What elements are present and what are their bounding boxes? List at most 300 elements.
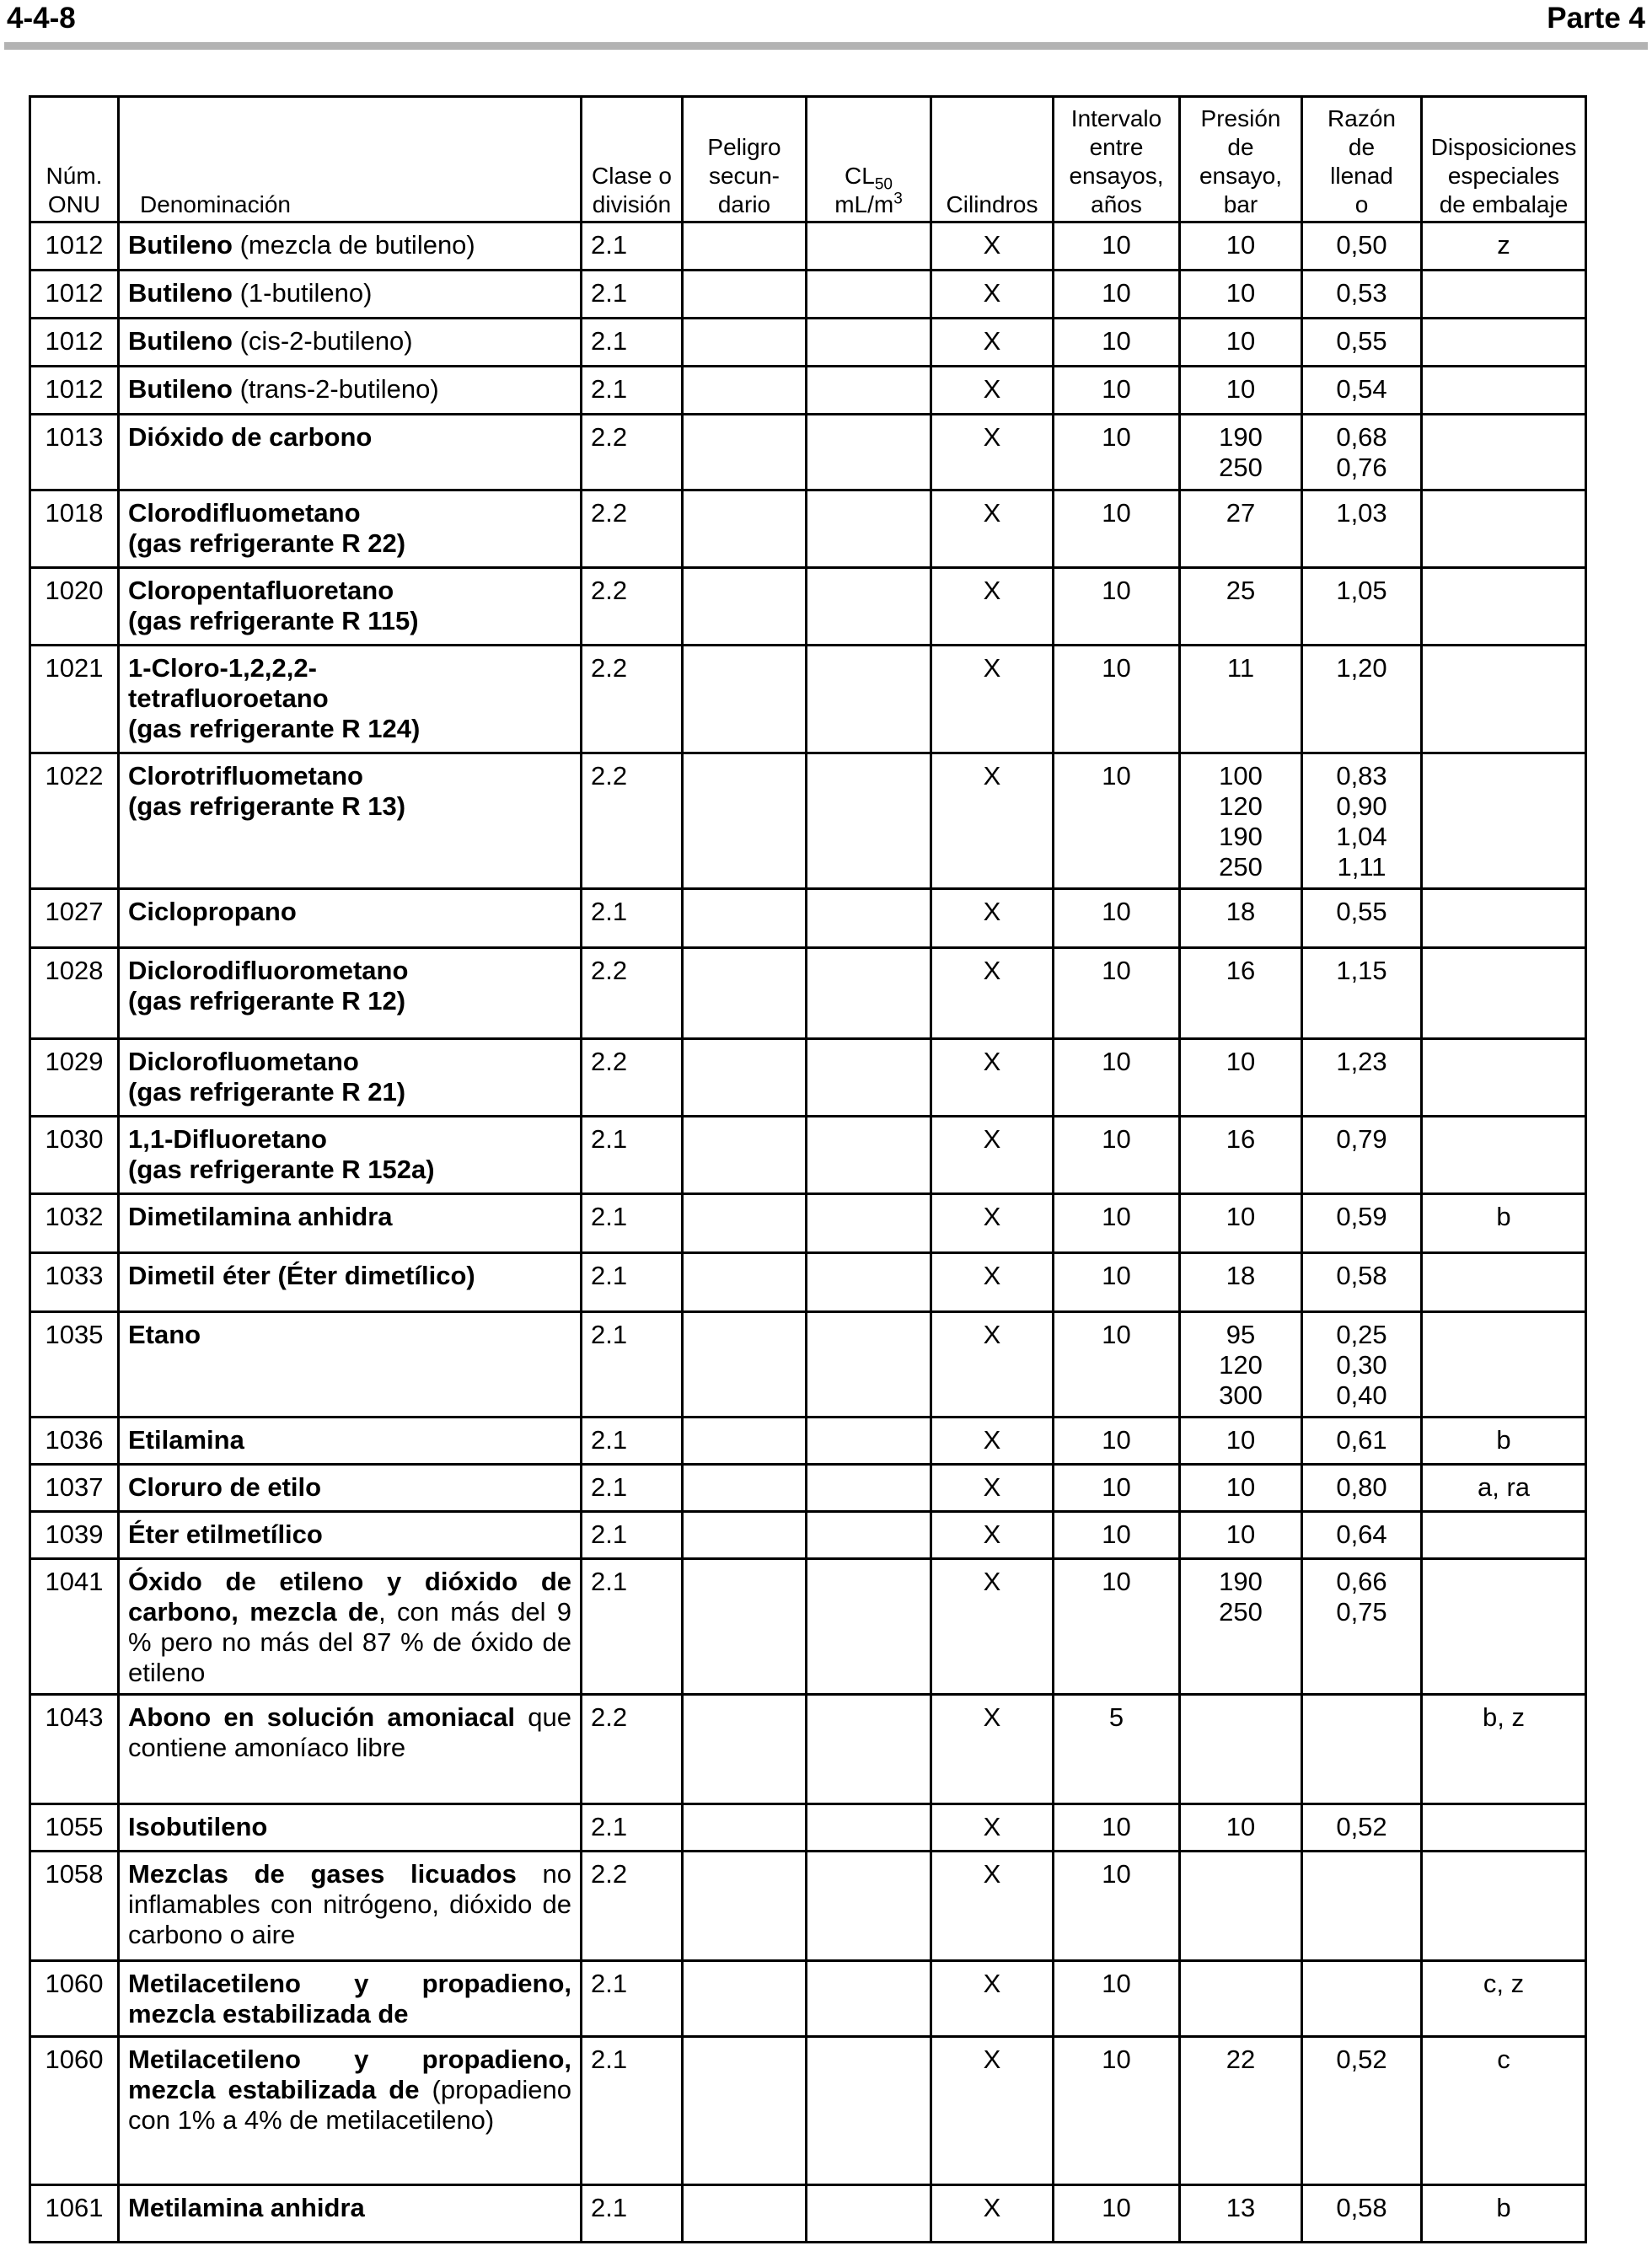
- table-row: [30, 490, 1586, 568]
- cell-lc50: [807, 753, 931, 889]
- cell-class: 2.1: [582, 271, 683, 319]
- substance-name: Butileno: [128, 326, 233, 356]
- cell-test-pressure: 10: [1180, 1465, 1302, 1512]
- cell-test-period: 10: [1054, 1804, 1180, 1852]
- cell-special-provisions: [1422, 1804, 1586, 1852]
- cell-special-provisions: [1422, 1512, 1586, 1559]
- cell-test-period: 10: [1054, 1559, 1180, 1695]
- cell-test-period: 10: [1054, 1194, 1180, 1253]
- cell-test-pressure: 10: [1180, 1512, 1302, 1559]
- cell-name: [119, 889, 582, 948]
- header-row: [30, 97, 1586, 222]
- cell-un-number: 1033: [30, 1253, 119, 1312]
- cell-filling-ratio: 0,52: [1302, 1804, 1422, 1852]
- cell-un-number: 1012: [30, 271, 119, 319]
- cell-subsidiary-hazard: [683, 889, 807, 948]
- cell-cylinders: X: [931, 2037, 1054, 2185]
- col-header-filling-ratio: Razón de llenad o: [1302, 97, 1422, 222]
- cell-name: [119, 490, 582, 568]
- cell-lc50: [807, 1253, 931, 1312]
- cell-name: [119, 1852, 582, 1961]
- cell-cylinders: X: [931, 753, 1054, 889]
- substance-qualifier: , con más del 9 % pero no más del 87 % de óxido de etileno: [128, 1597, 571, 1687]
- cell-cylinders: X: [931, 1194, 1054, 1253]
- col-header-un-number: Núm. ONU: [30, 97, 119, 222]
- cell-special-provisions: [1422, 1559, 1586, 1695]
- cell-cylinders: X: [931, 889, 1054, 948]
- cell-cylinders: X: [931, 948, 1054, 1039]
- cell-lc50: [807, 1194, 931, 1253]
- cell-test-period: 10: [1054, 948, 1180, 1039]
- cell-test-pressure: 190 250: [1180, 415, 1302, 490]
- cell-filling-ratio: 0,58: [1302, 2185, 1422, 2243]
- cell-class: 2.1: [582, 1961, 683, 2037]
- cell-test-pressure: 190 250: [1180, 1559, 1302, 1695]
- cell-cylinders: X: [931, 367, 1054, 415]
- cell-class: 2.1: [582, 1512, 683, 1559]
- cell-test-period: 10: [1054, 1961, 1180, 2037]
- cell-test-pressure: 100 120 190 250: [1180, 753, 1302, 889]
- cell-lc50: [807, 1852, 931, 1961]
- cell-name: [119, 1194, 582, 1253]
- cell-name: [119, 646, 582, 753]
- cell-class: 2.1: [582, 1559, 683, 1695]
- cell-filling-ratio: 0,79: [1302, 1117, 1422, 1194]
- cell-subsidiary-hazard: [683, 1852, 807, 1961]
- cell-class: 2.1: [582, 1465, 683, 1512]
- substance-name: Diclorofluometano (gas refrigerante R 21): [128, 1047, 406, 1107]
- cell-test-pressure: 16: [1180, 948, 1302, 1039]
- cell-name: [119, 1465, 582, 1512]
- col-header-special-provisions: Disposiciones especiales de embalaje: [1422, 97, 1586, 222]
- cell-cylinders: X: [931, 222, 1054, 271]
- col-header-test-period: Intervalo entre ensayos, años: [1054, 97, 1180, 222]
- substance-name: 1-Cloro-1,2,2,2- tetrafluoroetano (gas refrigerante R 124): [128, 653, 421, 743]
- cell-class: 2.1: [582, 1804, 683, 1852]
- cell-filling-ratio: 0,53: [1302, 271, 1422, 319]
- cell-subsidiary-hazard: [683, 1961, 807, 2037]
- cell-filling-ratio: 0,58: [1302, 1253, 1422, 1312]
- cell-class: 2.2: [582, 490, 683, 568]
- col-header-cylinders: Cilindros: [931, 97, 1054, 222]
- cell-special-provisions: z: [1422, 222, 1586, 271]
- substance-name: Óxido de etileno y dióxido de carbono, mezcla de: [128, 1567, 571, 1627]
- cell-subsidiary-hazard: [683, 1512, 807, 1559]
- cell-subsidiary-hazard: [683, 1194, 807, 1253]
- cell-test-pressure: 95 120 300: [1180, 1312, 1302, 1418]
- table-row: [30, 2185, 1586, 2243]
- cell-class: 2.1: [582, 222, 683, 271]
- cell-cylinders: X: [931, 1852, 1054, 1961]
- cell-cylinders: X: [931, 415, 1054, 490]
- cell-test-period: 10: [1054, 490, 1180, 568]
- cell-special-provisions: [1422, 1117, 1586, 1194]
- cell-test-period: 5: [1054, 1695, 1180, 1804]
- cell-lc50: [807, 1695, 931, 1804]
- cell-un-number: 1061: [30, 2185, 119, 2243]
- cell-subsidiary-hazard: [683, 568, 807, 646]
- col-header-name: Denominación: [119, 97, 582, 222]
- table-row: [30, 2037, 1586, 2185]
- cell-test-period: 10: [1054, 1418, 1180, 1465]
- cell-un-number: 1012: [30, 222, 119, 271]
- cell-name: [119, 271, 582, 319]
- cell-test-period: 10: [1054, 753, 1180, 889]
- substance-name: Mezclas de gases licuados: [128, 1859, 517, 1889]
- substance-qualifier: (cis-2-butileno): [233, 326, 413, 356]
- cell-lc50: [807, 948, 931, 1039]
- cell-subsidiary-hazard: [683, 1253, 807, 1312]
- cell-class: 2.1: [582, 1117, 683, 1194]
- cell-test-period: 10: [1054, 1512, 1180, 1559]
- cell-filling-ratio: 0,55: [1302, 319, 1422, 367]
- cell-name: [119, 367, 582, 415]
- cell-special-provisions: [1422, 367, 1586, 415]
- cell-subsidiary-hazard: [683, 646, 807, 753]
- cell-name: [119, 1039, 582, 1117]
- cell-cylinders: X: [931, 646, 1054, 753]
- substance-name: Etano: [128, 1320, 201, 1349]
- lc50-unit: mL/m: [834, 191, 894, 217]
- cell-cylinders: X: [931, 1961, 1054, 2037]
- table-row: [30, 1312, 1586, 1418]
- cell-filling-ratio: 0,50: [1302, 222, 1422, 271]
- substance-name: Metilamina anhidra: [128, 2193, 365, 2222]
- cell-class: 2.2: [582, 415, 683, 490]
- cell-name: [119, 948, 582, 1039]
- cell-un-number: 1012: [30, 367, 119, 415]
- dangerous-goods-table: [29, 95, 1587, 2243]
- cell-test-period: 10: [1054, 889, 1180, 948]
- cell-filling-ratio: 0,55: [1302, 889, 1422, 948]
- cell-lc50: [807, 646, 931, 753]
- table-row: [30, 319, 1586, 367]
- cell-subsidiary-hazard: [683, 1559, 807, 1695]
- cell-filling-ratio: 1,05: [1302, 568, 1422, 646]
- cell-test-pressure: 11: [1180, 646, 1302, 753]
- cell-lc50: [807, 490, 931, 568]
- cell-lc50: [807, 1961, 931, 2037]
- cell-filling-ratio: 0,66 0,75: [1302, 1559, 1422, 1695]
- cell-cylinders: X: [931, 568, 1054, 646]
- cell-lc50: [807, 2185, 931, 2243]
- cell-test-period: 10: [1054, 1465, 1180, 1512]
- cell-test-pressure: 10: [1180, 271, 1302, 319]
- cell-name: [119, 415, 582, 490]
- table-row: [30, 889, 1586, 948]
- cell-subsidiary-hazard: [683, 222, 807, 271]
- cell-un-number: 1020: [30, 568, 119, 646]
- cell-lc50: [807, 1465, 931, 1512]
- substance-qualifier: que contiene amoníaco libre: [128, 1702, 571, 1762]
- cell-subsidiary-hazard: [683, 2037, 807, 2185]
- substance-name: Isobutileno: [128, 1812, 268, 1841]
- substance-name: Metilacetileno y propadieno, mezcla estabilizada de: [128, 2045, 571, 2104]
- table-row: [30, 1804, 1586, 1852]
- table-row: [30, 271, 1586, 319]
- cell-test-pressure: 16: [1180, 1117, 1302, 1194]
- cell-un-number: 1018: [30, 490, 119, 568]
- cell-un-number: 1012: [30, 319, 119, 367]
- cell-test-pressure: [1180, 1695, 1302, 1804]
- cell-filling-ratio: 0,61: [1302, 1418, 1422, 1465]
- cell-special-provisions: b: [1422, 2185, 1586, 2243]
- cell-name: [119, 1418, 582, 1465]
- cell-class: 2.1: [582, 319, 683, 367]
- table-row: [30, 1039, 1586, 1117]
- cell-class: 2.2: [582, 1852, 683, 1961]
- cell-special-provisions: [1422, 1852, 1586, 1961]
- substance-name: Cloropentafluoretano (gas refrigerante R 115): [128, 576, 419, 635]
- cell-cylinders: X: [931, 1559, 1054, 1695]
- table-row: [30, 1512, 1586, 1559]
- cell-special-provisions: [1422, 889, 1586, 948]
- table-row: [30, 1465, 1586, 1512]
- table-row: [30, 1852, 1586, 1961]
- cell-special-provisions: [1422, 646, 1586, 753]
- cell-filling-ratio: [1302, 1961, 1422, 2037]
- cell-special-provisions: [1422, 415, 1586, 490]
- table-row: [30, 1418, 1586, 1465]
- cell-test-pressure: 13: [1180, 2185, 1302, 2243]
- cell-test-period: 10: [1054, 1117, 1180, 1194]
- cell-cylinders: X: [931, 1512, 1054, 1559]
- substance-qualifier: no inflamables con nitrógeno, dióxido de carbono o aire: [128, 1859, 571, 1949]
- cell-un-number: 1055: [30, 1804, 119, 1852]
- cell-un-number: 1022: [30, 753, 119, 889]
- col-header-subsidiary-hazard: Peligro secun- dario: [683, 97, 807, 222]
- cell-special-provisions: [1422, 753, 1586, 889]
- table-row: [30, 1253, 1586, 1312]
- cell-un-number: 1013: [30, 415, 119, 490]
- cell-test-pressure: 25: [1180, 568, 1302, 646]
- cell-lc50: [807, 319, 931, 367]
- cell-un-number: 1035: [30, 1312, 119, 1418]
- substance-name: Dimetil éter (Éter dimetílico): [128, 1261, 475, 1290]
- table-row: [30, 1194, 1586, 1253]
- cell-subsidiary-hazard: [683, 1465, 807, 1512]
- cell-name: [119, 1961, 582, 2037]
- cell-name: [119, 753, 582, 889]
- cell-filling-ratio: 0,59: [1302, 1194, 1422, 1253]
- cell-subsidiary-hazard: [683, 1039, 807, 1117]
- table-row: [30, 1695, 1586, 1804]
- cell-lc50: [807, 1117, 931, 1194]
- substance-name: Diclorodifluorometano (gas refrigerante R 12): [128, 956, 409, 1016]
- cell-test-period: 10: [1054, 646, 1180, 753]
- cell-test-period: 10: [1054, 1039, 1180, 1117]
- cell-special-provisions: [1422, 490, 1586, 568]
- cell-cylinders: X: [931, 490, 1054, 568]
- cell-lc50: [807, 271, 931, 319]
- cell-filling-ratio: 0,83 0,90 1,04 1,11: [1302, 753, 1422, 889]
- cell-name: [119, 1804, 582, 1852]
- cell-filling-ratio: 0,54: [1302, 367, 1422, 415]
- cell-test-pressure: 10: [1180, 1039, 1302, 1117]
- cell-cylinders: X: [931, 1695, 1054, 1804]
- substance-name: Abono en solución amoniacal: [128, 1702, 516, 1732]
- cell-class: 2.1: [582, 1253, 683, 1312]
- cell-subsidiary-hazard: [683, 415, 807, 490]
- cell-name: [119, 2185, 582, 2243]
- cell-class: 2.2: [582, 646, 683, 753]
- table-row: [30, 646, 1586, 753]
- cell-filling-ratio: 1,03: [1302, 490, 1422, 568]
- substance-name: Dióxido de carbono: [128, 422, 373, 452]
- cell-subsidiary-hazard: [683, 1804, 807, 1852]
- cell-class: 2.2: [582, 1039, 683, 1117]
- cell-name: [119, 222, 582, 271]
- cell-cylinders: X: [931, 1804, 1054, 1852]
- table-row: [30, 1117, 1586, 1194]
- cell-un-number: 1039: [30, 1512, 119, 1559]
- cell-un-number: 1032: [30, 1194, 119, 1253]
- cell-class: 2.1: [582, 2185, 683, 2243]
- cell-class: 2.1: [582, 1194, 683, 1253]
- cell-name: [119, 2037, 582, 2185]
- cell-subsidiary-hazard: [683, 319, 807, 367]
- cell-lc50: [807, 1312, 931, 1418]
- cell-special-provisions: [1422, 271, 1586, 319]
- cell-special-provisions: c: [1422, 2037, 1586, 2185]
- substance-qualifier: (trans-2-butileno): [233, 374, 439, 404]
- cell-un-number: 1027: [30, 889, 119, 948]
- cell-lc50: [807, 367, 931, 415]
- col-header-lc50: [807, 97, 931, 222]
- cell-filling-ratio: [1302, 1695, 1422, 1804]
- cell-lc50: [807, 1559, 931, 1695]
- cell-cylinders: X: [931, 1039, 1054, 1117]
- cell-test-pressure: 18: [1180, 1253, 1302, 1312]
- cell-subsidiary-hazard: [683, 1418, 807, 1465]
- table-row: [30, 367, 1586, 415]
- cell-special-provisions: a, ra: [1422, 1465, 1586, 1512]
- cell-test-period: 10: [1054, 1253, 1180, 1312]
- substance-name: Etilamina: [128, 1425, 244, 1455]
- cell-special-provisions: c, z: [1422, 1961, 1586, 2037]
- cell-subsidiary-hazard: [683, 1695, 807, 1804]
- cell-cylinders: X: [931, 1253, 1054, 1312]
- cell-test-pressure: 10: [1180, 1418, 1302, 1465]
- cell-class: 2.2: [582, 948, 683, 1039]
- cell-filling-ratio: [1302, 1852, 1422, 1961]
- table-row: [30, 948, 1586, 1039]
- cell-lc50: [807, 415, 931, 490]
- cell-name: [119, 1312, 582, 1418]
- cell-test-pressure: 10: [1180, 367, 1302, 415]
- substance-qualifier: (propadieno con 1% a 4% de metilacetileno): [128, 2075, 571, 2135]
- cell-name: [119, 568, 582, 646]
- cell-subsidiary-hazard: [683, 753, 807, 889]
- cell-un-number: 1043: [30, 1695, 119, 1804]
- cell-name: [119, 1559, 582, 1695]
- cell-test-period: 10: [1054, 415, 1180, 490]
- cell-name: [119, 1695, 582, 1804]
- header-rule: [4, 42, 1648, 50]
- cell-special-provisions: [1422, 1039, 1586, 1117]
- substance-name: Metilacetileno y propadieno, mezcla estabilizada de: [128, 1969, 571, 2029]
- cell-special-provisions: [1422, 319, 1586, 367]
- cell-lc50: [807, 1804, 931, 1852]
- cell-name: [119, 319, 582, 367]
- cell-test-pressure: 10: [1180, 1804, 1302, 1852]
- cell-class: 2.1: [582, 1418, 683, 1465]
- cell-filling-ratio: 1,23: [1302, 1039, 1422, 1117]
- cell-test-pressure: [1180, 1852, 1302, 1961]
- lc50-unit-superscript: 3: [893, 190, 903, 208]
- cell-un-number: 1060: [30, 1961, 119, 2037]
- cell-filling-ratio: 0,64: [1302, 1512, 1422, 1559]
- lc50-subscript: 50: [874, 175, 893, 194]
- substance-qualifier: (1-butileno): [233, 278, 373, 308]
- cell-filling-ratio: 1,20: [1302, 646, 1422, 753]
- cell-filling-ratio: 0,80: [1302, 1465, 1422, 1512]
- table-row: [30, 1961, 1586, 2037]
- cell-un-number: 1060: [30, 2037, 119, 2185]
- cell-subsidiary-hazard: [683, 1312, 807, 1418]
- cell-special-provisions: b, z: [1422, 1695, 1586, 1804]
- cell-subsidiary-hazard: [683, 490, 807, 568]
- cell-test-period: 10: [1054, 271, 1180, 319]
- cell-class: 2.1: [582, 889, 683, 948]
- cell-un-number: 1058: [30, 1852, 119, 1961]
- cell-filling-ratio: 1,15: [1302, 948, 1422, 1039]
- cell-un-number: 1030: [30, 1117, 119, 1194]
- substance-name: Butileno: [128, 278, 233, 308]
- cell-special-provisions: [1422, 1253, 1586, 1312]
- table-body: [30, 222, 1586, 2243]
- cell-test-period: 10: [1054, 1852, 1180, 1961]
- substance-name: Clorodifluometano (gas refrigerante R 22): [128, 498, 406, 558]
- cell-cylinders: X: [931, 2185, 1054, 2243]
- cell-test-pressure: 10: [1180, 1194, 1302, 1253]
- cell-lc50: [807, 889, 931, 948]
- cell-lc50: [807, 222, 931, 271]
- cell-test-pressure: 18: [1180, 889, 1302, 948]
- cell-un-number: 1037: [30, 1465, 119, 1512]
- cell-subsidiary-hazard: [683, 2185, 807, 2243]
- cell-test-period: 10: [1054, 319, 1180, 367]
- cell-cylinders: X: [931, 1465, 1054, 1512]
- col-header-class: Clase o división: [582, 97, 683, 222]
- substance-name: Ciclopropano: [128, 897, 297, 926]
- cell-class: 2.2: [582, 1695, 683, 1804]
- cell-class: 2.2: [582, 568, 683, 646]
- cell-class: 2.1: [582, 2037, 683, 2185]
- substance-qualifier: (mezcla de butileno): [233, 230, 475, 260]
- cell-test-pressure: 27: [1180, 490, 1302, 568]
- cell-cylinders: X: [931, 1117, 1054, 1194]
- cell-subsidiary-hazard: [683, 367, 807, 415]
- substance-name: Butileno: [128, 230, 233, 260]
- cell-cylinders: X: [931, 271, 1054, 319]
- cell-test-pressure: 10: [1180, 222, 1302, 271]
- cell-subsidiary-hazard: [683, 948, 807, 1039]
- cell-lc50: [807, 2037, 931, 2185]
- cell-special-provisions: [1422, 948, 1586, 1039]
- lc50-label: CL: [845, 163, 875, 189]
- cell-test-period: 10: [1054, 1312, 1180, 1418]
- cell-test-pressure: [1180, 1961, 1302, 2037]
- cell-subsidiary-hazard: [683, 271, 807, 319]
- cell-lc50: [807, 1512, 931, 1559]
- cell-filling-ratio: 0,25 0,30 0,40: [1302, 1312, 1422, 1418]
- cell-cylinders: X: [931, 1418, 1054, 1465]
- cell-special-provisions: [1422, 568, 1586, 646]
- cell-cylinders: X: [931, 319, 1054, 367]
- cell-name: [119, 1117, 582, 1194]
- substance-name: Éter etilmetílico: [128, 1519, 323, 1549]
